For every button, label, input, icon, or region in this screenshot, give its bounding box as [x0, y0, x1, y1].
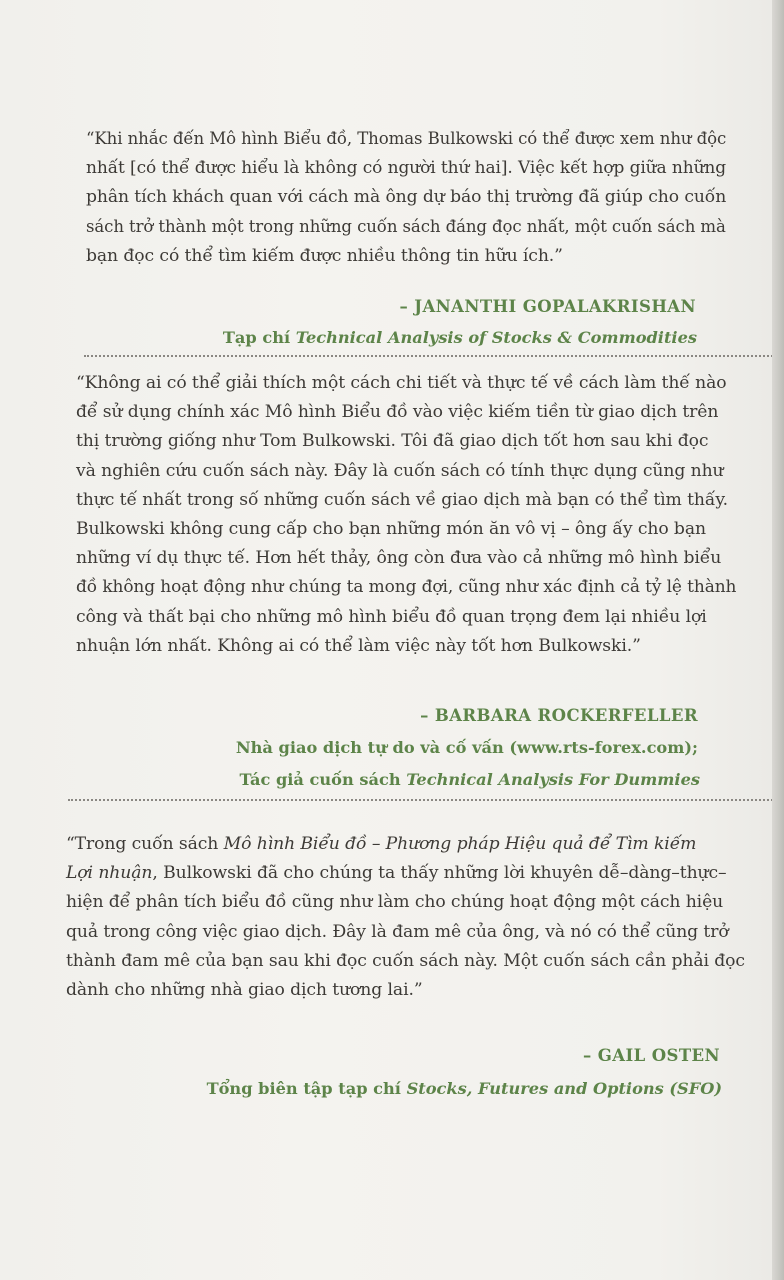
quote-line: sách trở thành một trong những cuốn sách đáng đọc nhất, một cuốn sách mà — [86, 216, 726, 237]
quote-line: hiện để phân tích biểu đồ cũng như làm cho chúng hoạt động một cách hiệu — [66, 892, 724, 913]
quote-line: quả trong công việc giao dịch. Đây là đam mê của ông, và nó có thể cũng trở — [66, 921, 729, 942]
source-prefix: Tạp chí — [222, 328, 296, 347]
section-divider-2 — [68, 799, 772, 801]
quote-line: nhất [có thể được hiểu là không có người thứ hai]. Việc kết hợp giữa những — [86, 158, 727, 179]
quote-line: dành cho những nhà giao dịch tương lai.” — [66, 980, 423, 1001]
quote-line: “Không ai có thể giải thích một cách chi tiết và thực tế về cách làm thế nào — [76, 373, 727, 393]
quote-line: Bulkowski không cung cấp cho bạn những món ăn vô vị – ông ấy cho bạn — [76, 519, 706, 540]
quote-line: những ví dụ thực tế. Hơn hết thảy, ông còn đưa vào cả những mô hình biểu — [76, 548, 722, 569]
quote-line — [66, 859, 746, 888]
page-edge — [772, 0, 784, 1280]
quote-line: công và thất bại cho những mô hình biểu đồ quan trọng đem lại nhiều lợi — [76, 606, 707, 627]
book-title: Mô hình Biểu đồ – Phương pháp Hiệu quả để Tìm kiếm — [223, 834, 697, 854]
source-prefix: Tác giả cuốn sách — [239, 770, 407, 789]
quote-continuation: , Bulkowski đã cho chúng ta thấy những lời khuyên dễ–dàng–thực– — [152, 863, 727, 884]
quote-line: phân tích khách quan với cách mà ông dự báo thị trường đã giúp cho cuốn — [86, 187, 727, 208]
book-title-end: Lợi nhuận — [66, 863, 153, 884]
quote-line: thị trường giống như Tom Bulkowski. Tôi đã giao dịch tốt hơn sau khi đọc — [76, 431, 709, 452]
quote-line: thực tế nhất trong số những cuốn sách về giao dịch mà bạn có thể tìm thấy. — [76, 489, 729, 510]
testimonial-2-text — [76, 369, 736, 661]
quote-line: nhuận lớn nhất. Không ai có thể làm việc này tốt hơn Bulkowski.” — [76, 635, 641, 656]
testimonial-2-source — [239, 770, 700, 789]
testimonial-3-author: – GAIL OSTEN — [583, 1046, 720, 1065]
source-publication: Technical Analysis of Stocks & Commodities — [295, 328, 697, 347]
quote-line: bạn đọc có thể tìm kiếm được nhiều thông tin hữu ích.” — [86, 245, 563, 266]
quote-prefix: “Trong cuốn sách — [66, 834, 224, 854]
source-publication: Stocks, Futures and Options (SFO) — [406, 1079, 722, 1098]
testimonial-1-source — [223, 328, 697, 347]
quote-line: “Khi nhắc đến Mô hình Biểu đồ, Thomas Bulkowski có thể được xem như độc — [86, 129, 727, 149]
quote-line: để sử dụng chính xác Mô hình Biểu đồ vào việc kiếm tiền từ giao dịch trên — [76, 402, 719, 423]
source-book-title: Technical Analysis For Dummies — [406, 770, 700, 789]
testimonial-3-source — [207, 1079, 722, 1098]
testimonial-1-author: – JANANTHI GOPALAKRISHAN — [399, 297, 696, 316]
source-prefix: Tổng biên tập tạp chí — [206, 1079, 407, 1098]
testimonial-3-text — [66, 830, 746, 1005]
quote-line: thành đam mê của bạn sau khi đọc cuốn sách này. Một cuốn sách cần phải đọc — [66, 950, 745, 971]
testimonial-2-affiliation: Nhà giao dịch tự do và cố vấn (www.rts-forex.com); — [235, 738, 698, 757]
testimonial-1-text — [86, 125, 726, 271]
quote-line: đồ không hoạt động như chúng ta mong đợi, cũng như xác định cả tỷ lệ thành — [76, 577, 737, 598]
testimonial-2-author: – BARBARA ROCKERFELLER — [420, 706, 698, 725]
section-divider-1 — [84, 355, 772, 357]
quote-line — [66, 830, 746, 859]
quote-line: và nghiên cứu cuốn sách này. Đây là cuốn sách có tính thực dụng cũng như — [76, 460, 724, 481]
